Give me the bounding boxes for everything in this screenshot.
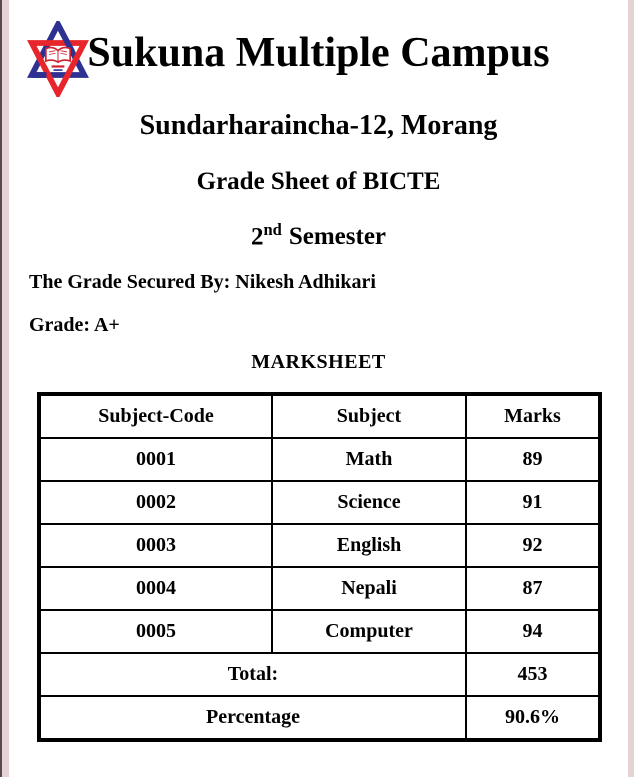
grade-sheet-page xyxy=(9,0,628,777)
col-header-marks: Marks xyxy=(466,394,600,438)
marksheet-table xyxy=(37,392,602,742)
subject-cell: Math xyxy=(272,438,466,481)
marks-cell: 94 xyxy=(466,610,600,653)
campus-name: Sukuna Multiple Campus xyxy=(87,30,550,76)
semester-heading xyxy=(9,222,628,249)
subject-code-cell: 0004 xyxy=(39,567,272,610)
percentage-label-cell: Percentage xyxy=(39,696,466,740)
table-row xyxy=(39,567,600,610)
marks-cell: 92 xyxy=(466,524,600,567)
marks-cell: 89 xyxy=(466,438,600,481)
window-left-strip xyxy=(2,0,9,777)
table-row xyxy=(39,610,600,653)
col-header-subject-code: Subject-Code xyxy=(39,394,272,438)
grade-secured-by-line: The Grade Secured By: Nikesh Adhikari xyxy=(29,271,376,293)
subject-cell: Computer xyxy=(272,610,466,653)
subject-code-cell: 0003 xyxy=(39,524,272,567)
total-label-cell: Total: xyxy=(39,653,466,696)
subject-code-cell: 0005 xyxy=(39,610,272,653)
marks-cell: 91 xyxy=(466,481,600,524)
marks-cell: 87 xyxy=(466,567,600,610)
semester-number: 2 xyxy=(250,223,264,251)
subject-cell: English xyxy=(272,524,466,567)
semester-suffix: nd xyxy=(263,220,282,239)
subject-cell: Science xyxy=(272,481,466,524)
window-right-strip xyxy=(628,0,634,777)
percentage-row xyxy=(39,696,600,740)
subject-cell: Nepali xyxy=(272,567,466,610)
campus-address: Sundarharaincha-12, Morang xyxy=(139,110,498,141)
table-row xyxy=(39,481,600,524)
sheet-title: Grade Sheet of BICTE xyxy=(196,168,441,195)
marksheet-header-row xyxy=(39,394,600,438)
semester-word: Semester xyxy=(288,223,387,251)
total-value-cell: 453 xyxy=(466,653,600,696)
table-row xyxy=(39,524,600,567)
table-row xyxy=(39,438,600,481)
percentage-value-cell: 90.6% xyxy=(466,696,600,740)
subject-code-cell: 0001 xyxy=(39,438,272,481)
col-header-subject: Subject xyxy=(272,394,466,438)
subject-code-cell: 0002 xyxy=(39,481,272,524)
total-row xyxy=(39,653,600,696)
grade-line: Grade: A+ xyxy=(29,314,120,336)
marksheet-title: MARKSHEET xyxy=(251,351,386,373)
